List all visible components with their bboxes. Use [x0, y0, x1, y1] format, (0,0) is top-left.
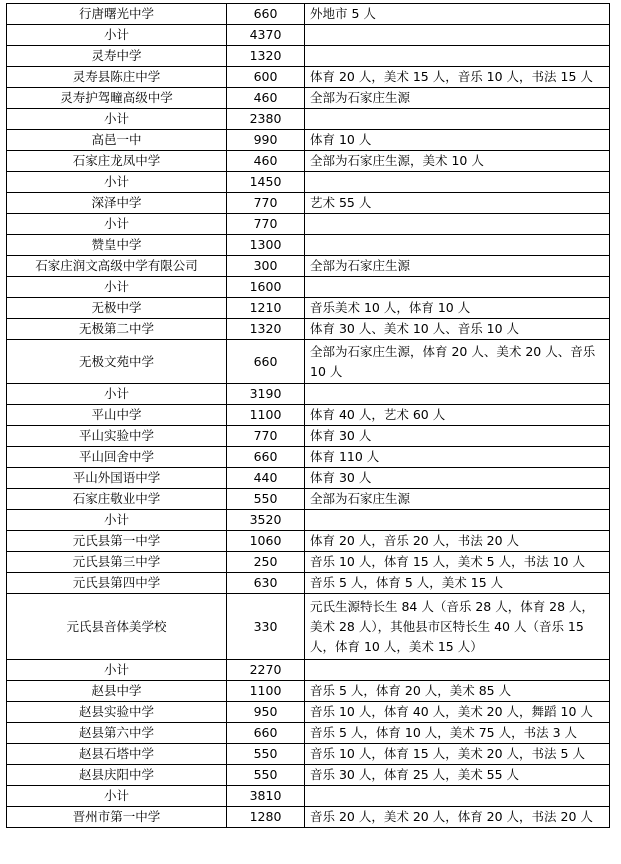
note-cell: 全部为石家庄生源 — [305, 88, 610, 109]
note-cell — [305, 172, 610, 193]
note-cell: 体育 20 人，音乐 20 人，书法 20 人 — [305, 531, 610, 552]
note-cell — [305, 510, 610, 531]
quota-count-cell: 770 — [227, 193, 305, 214]
school-name-cell: 赵县庆阳中学 — [7, 765, 227, 786]
note-cell: 体育 40 人，艺术 60 人 — [305, 405, 610, 426]
quota-count-cell: 660 — [227, 340, 305, 384]
school-name-cell: 平山外国语中学 — [7, 468, 227, 489]
table-row — [7, 67, 610, 88]
quota-count-cell: 4370 — [227, 25, 305, 46]
quota-count-cell: 460 — [227, 88, 305, 109]
quota-count-cell: 3810 — [227, 786, 305, 807]
subtotal-row — [7, 25, 610, 46]
subtotal-row — [7, 214, 610, 235]
school-name-cell: 元氏县第四中学 — [7, 573, 227, 594]
note-cell: 音乐 10 人，体育 15 人，美术 20 人，书法 5 人 — [305, 744, 610, 765]
school-name-cell: 平山实验中学 — [7, 426, 227, 447]
school-name-cell: 灵寿护驾疃高级中学 — [7, 88, 227, 109]
subtotal-row — [7, 384, 610, 405]
note-cell — [305, 660, 610, 681]
note-cell — [305, 25, 610, 46]
quota-count-cell: 550 — [227, 744, 305, 765]
quota-table — [6, 3, 610, 828]
note-cell — [305, 235, 610, 256]
quota-count-cell: 660 — [227, 723, 305, 744]
quota-table-body — [7, 4, 610, 828]
quota-count-cell: 950 — [227, 702, 305, 723]
school-name-cell: 小计 — [7, 214, 227, 235]
quota-count-cell: 460 — [227, 151, 305, 172]
quota-count-cell: 2270 — [227, 660, 305, 681]
table-row — [7, 256, 610, 277]
school-name-cell: 石家庄敬业中学 — [7, 489, 227, 510]
table-row — [7, 130, 610, 151]
table-row — [7, 193, 610, 214]
note-cell: 元氏生源特长生 84 人（音乐 28 人，体育 28 人，美术 28 人），其他县市区特长生 40 人（音乐 15 人，体育 10 人，美术 15 人） — [305, 594, 610, 660]
quota-count-cell: 300 — [227, 256, 305, 277]
quota-count-cell: 660 — [227, 4, 305, 25]
subtotal-row — [7, 277, 610, 298]
quota-count-cell: 1600 — [227, 277, 305, 298]
school-name-cell: 小计 — [7, 786, 227, 807]
subtotal-row — [7, 109, 610, 130]
note-cell: 音乐 5 人，体育 5 人，美术 15 人 — [305, 573, 610, 594]
school-name-cell: 小计 — [7, 660, 227, 681]
school-name-cell: 元氏县第三中学 — [7, 552, 227, 573]
quota-count-cell: 630 — [227, 573, 305, 594]
subtotal-row — [7, 660, 610, 681]
table-row — [7, 531, 610, 552]
quota-count-cell: 1450 — [227, 172, 305, 193]
quota-count-cell: 1210 — [227, 298, 305, 319]
school-name-cell: 赵县石塔中学 — [7, 744, 227, 765]
school-name-cell: 平山回舍中学 — [7, 447, 227, 468]
table-row — [7, 151, 610, 172]
note-cell: 音乐 30 人，体育 25 人，美术 55 人 — [305, 765, 610, 786]
school-name-cell: 元氏县音体美学校 — [7, 594, 227, 660]
note-cell: 音乐 5 人，体育 10 人，美术 75 人，书法 3 人 — [305, 723, 610, 744]
note-cell: 外地市 5 人 — [305, 4, 610, 25]
school-name-cell: 无极文苑中学 — [7, 340, 227, 384]
table-row — [7, 235, 610, 256]
school-name-cell: 无极中学 — [7, 298, 227, 319]
note-cell: 体育 30 人、美术 10 人、音乐 10 人 — [305, 319, 610, 340]
quota-count-cell: 550 — [227, 489, 305, 510]
quota-count-cell: 440 — [227, 468, 305, 489]
table-row — [7, 340, 610, 384]
quota-count-cell: 330 — [227, 594, 305, 660]
table-row — [7, 573, 610, 594]
note-cell: 全部为石家庄生源，美术 10 人 — [305, 151, 610, 172]
table-row — [7, 744, 610, 765]
table-row — [7, 489, 610, 510]
subtotal-row — [7, 510, 610, 531]
note-cell: 音乐美术 10 人，体育 10 人 — [305, 298, 610, 319]
school-name-cell: 行唐曙光中学 — [7, 4, 227, 25]
school-name-cell: 赵县第六中学 — [7, 723, 227, 744]
table-row — [7, 468, 610, 489]
school-name-cell: 赞皇中学 — [7, 235, 227, 256]
school-name-cell: 小计 — [7, 510, 227, 531]
quota-count-cell: 660 — [227, 447, 305, 468]
school-name-cell: 小计 — [7, 384, 227, 405]
table-row — [7, 88, 610, 109]
note-cell: 体育 30 人 — [305, 468, 610, 489]
school-name-cell: 小计 — [7, 277, 227, 298]
school-name-cell: 灵寿县陈庄中学 — [7, 67, 227, 88]
school-name-cell: 晋州市第一中学 — [7, 807, 227, 828]
school-name-cell: 赵县实验中学 — [7, 702, 227, 723]
table-row — [7, 765, 610, 786]
quota-count-cell: 1320 — [227, 319, 305, 340]
quota-count-cell: 250 — [227, 552, 305, 573]
school-name-cell: 深泽中学 — [7, 193, 227, 214]
table-row — [7, 723, 610, 744]
note-cell: 体育 110 人 — [305, 447, 610, 468]
school-name-cell: 平山中学 — [7, 405, 227, 426]
school-name-cell: 高邑一中 — [7, 130, 227, 151]
note-cell: 音乐 20 人，美术 20 人，体育 20 人，书法 20 人 — [305, 807, 610, 828]
quota-count-cell: 1320 — [227, 46, 305, 67]
note-cell: 全部为石家庄生源，体育 20 人、美术 20 人、音乐 10 人 — [305, 340, 610, 384]
note-cell: 音乐 10 人，体育 40 人，美术 20 人，舞蹈 10 人 — [305, 702, 610, 723]
quota-count-cell: 1100 — [227, 405, 305, 426]
note-cell: 全部为石家庄生源 — [305, 489, 610, 510]
note-cell — [305, 277, 610, 298]
quota-count-cell: 600 — [227, 67, 305, 88]
quota-count-cell: 3190 — [227, 384, 305, 405]
quota-count-cell: 550 — [227, 765, 305, 786]
school-name-cell: 无极第二中学 — [7, 319, 227, 340]
table-row — [7, 702, 610, 723]
table-row — [7, 298, 610, 319]
table-row — [7, 681, 610, 702]
quota-count-cell: 1300 — [227, 235, 305, 256]
table-row — [7, 447, 610, 468]
subtotal-row — [7, 172, 610, 193]
table-row — [7, 426, 610, 447]
school-name-cell: 石家庄润文高级中学有限公司 — [7, 256, 227, 277]
note-cell — [305, 109, 610, 130]
quota-count-cell: 770 — [227, 214, 305, 235]
school-name-cell: 小计 — [7, 25, 227, 46]
school-name-cell: 灵寿中学 — [7, 46, 227, 67]
table-row — [7, 4, 610, 25]
school-name-cell: 赵县中学 — [7, 681, 227, 702]
note-cell: 全部为石家庄生源 — [305, 256, 610, 277]
note-cell: 艺术 55 人 — [305, 193, 610, 214]
note-cell — [305, 384, 610, 405]
quota-count-cell: 3520 — [227, 510, 305, 531]
table-row — [7, 319, 610, 340]
note-cell: 体育 20 人，美术 15 人，音乐 10 人，书法 15 人 — [305, 67, 610, 88]
note-cell — [305, 46, 610, 67]
quota-count-cell: 1100 — [227, 681, 305, 702]
school-name-cell: 小计 — [7, 172, 227, 193]
quota-count-cell: 2380 — [227, 109, 305, 130]
school-name-cell: 小计 — [7, 109, 227, 130]
note-cell: 体育 10 人 — [305, 130, 610, 151]
table-row — [7, 405, 610, 426]
subtotal-row — [7, 786, 610, 807]
quota-count-cell: 1280 — [227, 807, 305, 828]
table-row — [7, 807, 610, 828]
school-name-cell: 元氏县第一中学 — [7, 531, 227, 552]
table-row — [7, 46, 610, 67]
note-cell: 体育 30 人 — [305, 426, 610, 447]
table-row — [7, 552, 610, 573]
note-cell: 音乐 10 人，体育 15 人，美术 5 人，书法 10 人 — [305, 552, 610, 573]
school-name-cell: 石家庄龙凤中学 — [7, 151, 227, 172]
note-cell: 音乐 5 人，体育 20 人，美术 85 人 — [305, 681, 610, 702]
quota-count-cell: 1060 — [227, 531, 305, 552]
note-cell — [305, 214, 610, 235]
table-row — [7, 594, 610, 660]
quota-count-cell: 990 — [227, 130, 305, 151]
quota-count-cell: 770 — [227, 426, 305, 447]
note-cell — [305, 786, 610, 807]
